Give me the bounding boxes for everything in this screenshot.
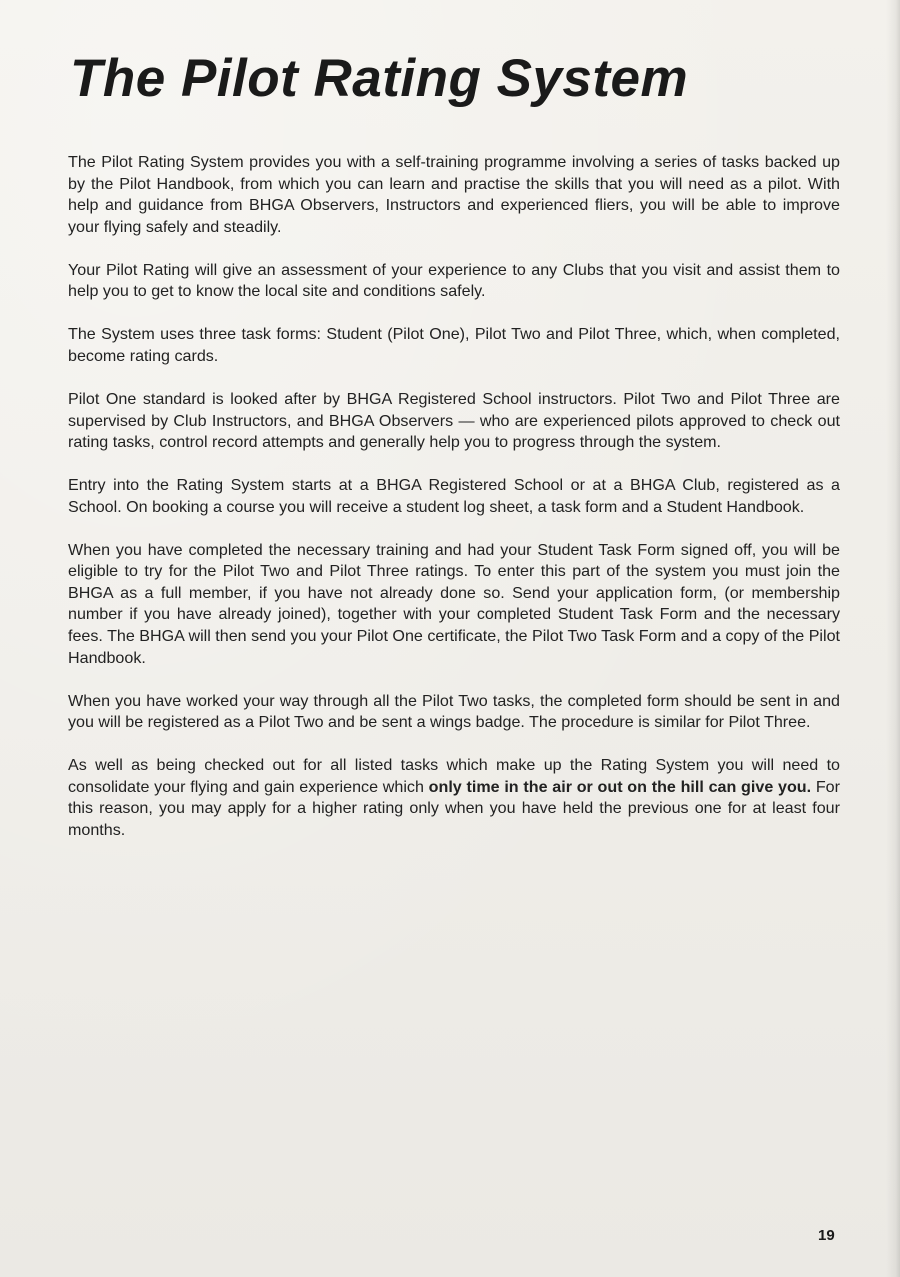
- paragraph-membership: When you have completed the necessary training and had your Student Task Form signed off, you will be eligible to try for the Pilot Two and Pilot Three ratings. To enter this part of the system you must join the BHGA as a full member, if you have not already done so. Send your application form, (or membership number if you have already joined), together with your completed Student Task Form and the necessary fees. The BHGA will then send you your Pilot One certificate, the Pilot Two Task Form and a copy of the Pilot Handbook.: [68, 540, 840, 667]
- paragraph-experience-emphasis: only time in the air or out on the hill can give you.: [428, 777, 812, 796]
- paragraph-pilot-two: When you have worked your way through all the Pilot Two tasks, the completed form should be sent in and you will be registered as a Pilot Two and be sent a wings badge. The procedure is similar for Pilot Three.: [68, 691, 840, 732]
- page-edge-shadow: [886, 0, 900, 1277]
- paragraph-experience: [68, 755, 840, 841]
- paragraph-intro: The Pilot Rating System provides you with a self-training programme involving a series of tasks backed up by the Pilot Handbook, from which you can learn and practise the skills that you will need as a pilot. With help and guidance from BHGA Observers, Instructors and experienced fliers, you will be able to improve your flying safely and steadily.: [68, 153, 840, 236]
- paragraph-entry: Entry into the Rating System starts at a BHGA Registered School or at a BHGA Club, registered as a School. On booking a course you will receive a student log sheet, a task form and a Student Handbook.: [68, 476, 840, 516]
- body-text: [68, 152, 840, 863]
- paragraph-experience-end: For this reason, you may apply for a higher rating only when you have held the previous one for at least four months.: [68, 777, 840, 839]
- paragraph-club-assessment: Your Pilot Rating will give an assessment of your experience to any Clubs that you visit and assist them to help you to get to know the local site and conditions safely.: [68, 260, 840, 301]
- paragraph-experience-start: As well as being checked out for all listed tasks which make up the Rating System you will need to consolidate your flying and gain experience which: [68, 756, 840, 796]
- paragraph-supervision: Pilot One standard is looked after by BHGA Registered School instructors. Pilot Two and Pilot Three are supervised by Club Instructors, and BHGA Observers — who are experienced pilots approved to check out rating tasks, control record attempts and generally help you to progress through the system.: [68, 389, 840, 452]
- paragraph-task-forms: The System uses three task forms: Student (Pilot One), Pilot Two and Pilot Three, which, when completed, become rating cards.: [68, 325, 840, 365]
- page-title: The Pilot Rating System: [70, 49, 689, 108]
- page-number: 19: [818, 1227, 835, 1244]
